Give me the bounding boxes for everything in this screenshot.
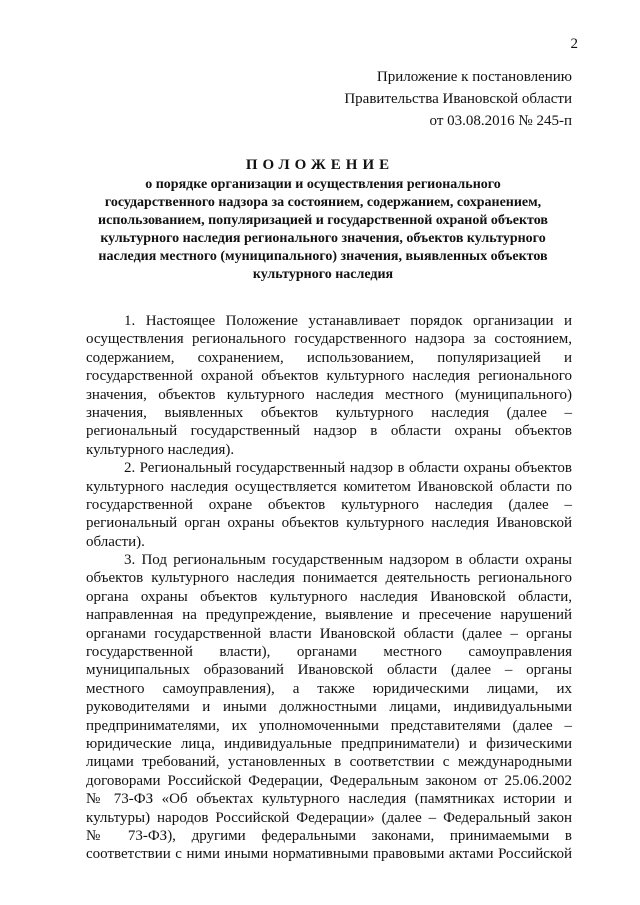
paragraph-line: местного самоуправления), а также юридическими лицами, их <box>86 680 572 697</box>
subtitle-line: наследия местного (муниципального) значения, выявленных объектов <box>98 249 548 264</box>
appendix-line: Приложение к постановлению <box>376 69 572 85</box>
paragraph-line: муниципальных образований Ивановской области (далее – органы <box>86 662 572 679</box>
paragraph-line: договорами Российской Федерации, Федеральным законом от 25.06.2002 <box>86 772 572 789</box>
subtitle-line: культурного наследия <box>252 267 394 282</box>
document-title: ПОЛОЖЕНИЕ <box>245 157 395 173</box>
paragraph-line: органами государственной власти Ивановской области (далее – органы <box>86 625 572 642</box>
paragraph-line: объектов культурного наследия понимается деятельность регионального <box>86 570 572 587</box>
paragraph-line: юридические лица, индивидуальные предприниматели) и физическими <box>86 735 572 752</box>
paragraph-line: государственной охраной объектов культурного наследия регионального <box>86 368 572 385</box>
paragraph-line: 3. Под региональным государственным надзором в области охраны <box>124 552 572 569</box>
paragraph-line: государственной охране объектов культурного наследия (далее – <box>86 496 572 513</box>
paragraph-2 <box>86 459 572 551</box>
subtitle-line: культурного наследия регионального значения, объектов культурного <box>100 231 546 246</box>
paragraph-line: культурного наследия). <box>86 441 235 458</box>
subtitle-line: о порядке организации и осуществления регионального <box>145 177 501 192</box>
paragraph-line: осуществления регионального государственного надзора за состоянием, <box>86 331 572 348</box>
paragraph-line: предпринимателями, их уполномоченными представителями (далее – <box>86 717 572 734</box>
paragraph-3 <box>86 551 572 864</box>
subtitle-line: государственного надзора за состоянием, содержанием, сохранением, <box>104 195 542 210</box>
paragraph-1 <box>86 312 572 459</box>
page-number: 2 <box>570 36 578 52</box>
paragraph-line: области). <box>86 533 145 550</box>
appendix-line: от 03.08.2016 № 245-п <box>429 113 572 129</box>
paragraph-line: региональный орган охраны объектов культурного наследия Ивановской <box>86 515 572 532</box>
paragraph-line: культуры) народов Российской Федерации» (далее – Федеральный закон <box>86 809 572 826</box>
appendix-header <box>272 66 572 132</box>
paragraph-line: руководителями и иными должностными лицами, индивидуальными <box>86 699 572 716</box>
paragraph-line: направленная на предупреждение, выявление и пресечение нарушений <box>86 607 572 624</box>
paragraph-line: культурного наследия осуществляется комитетом Ивановской области по <box>86 478 572 495</box>
paragraph-line: региональный государственный надзор в области охраны объектов <box>86 423 572 440</box>
paragraph-line: 2. Региональный государственный надзор в области охраны объектов <box>124 460 572 477</box>
document-subtitle <box>78 176 568 284</box>
paragraph-line: соответствии с ними иными нормативными правовыми актами Российской <box>86 846 572 863</box>
paragraph-line: № 73-ФЗ «Об объектах культурного наследия (памятниках истории и <box>86 791 572 808</box>
paragraph-line: содержанием, сохранением, использованием, популяризацией и <box>86 349 572 366</box>
paragraph-line: государственной власти), органами местного самоуправления <box>86 644 572 661</box>
paragraph-line: 1. Настоящее Положение устанавливает порядок организации и <box>124 313 572 329</box>
subtitle-line: использованием, популяризацией и государственной охраной объектов <box>98 213 548 228</box>
paragraph-line: значения, выявленных объектов культурного наследия (далее – <box>86 404 572 421</box>
paragraph-line: органа охраны объектов культурного наследия Ивановской области, <box>86 588 572 605</box>
appendix-line: Правительства Ивановской области <box>344 91 572 107</box>
paragraph-line: № 73-ФЗ), другими федеральными законами, принимаемыми в <box>86 827 572 844</box>
paragraph-line: значения, объектов культурного наследия местного (муниципального) <box>86 386 572 403</box>
document-body <box>86 312 572 864</box>
paragraph-line: лицами требований, установленных в соответствии с международными <box>86 754 572 771</box>
